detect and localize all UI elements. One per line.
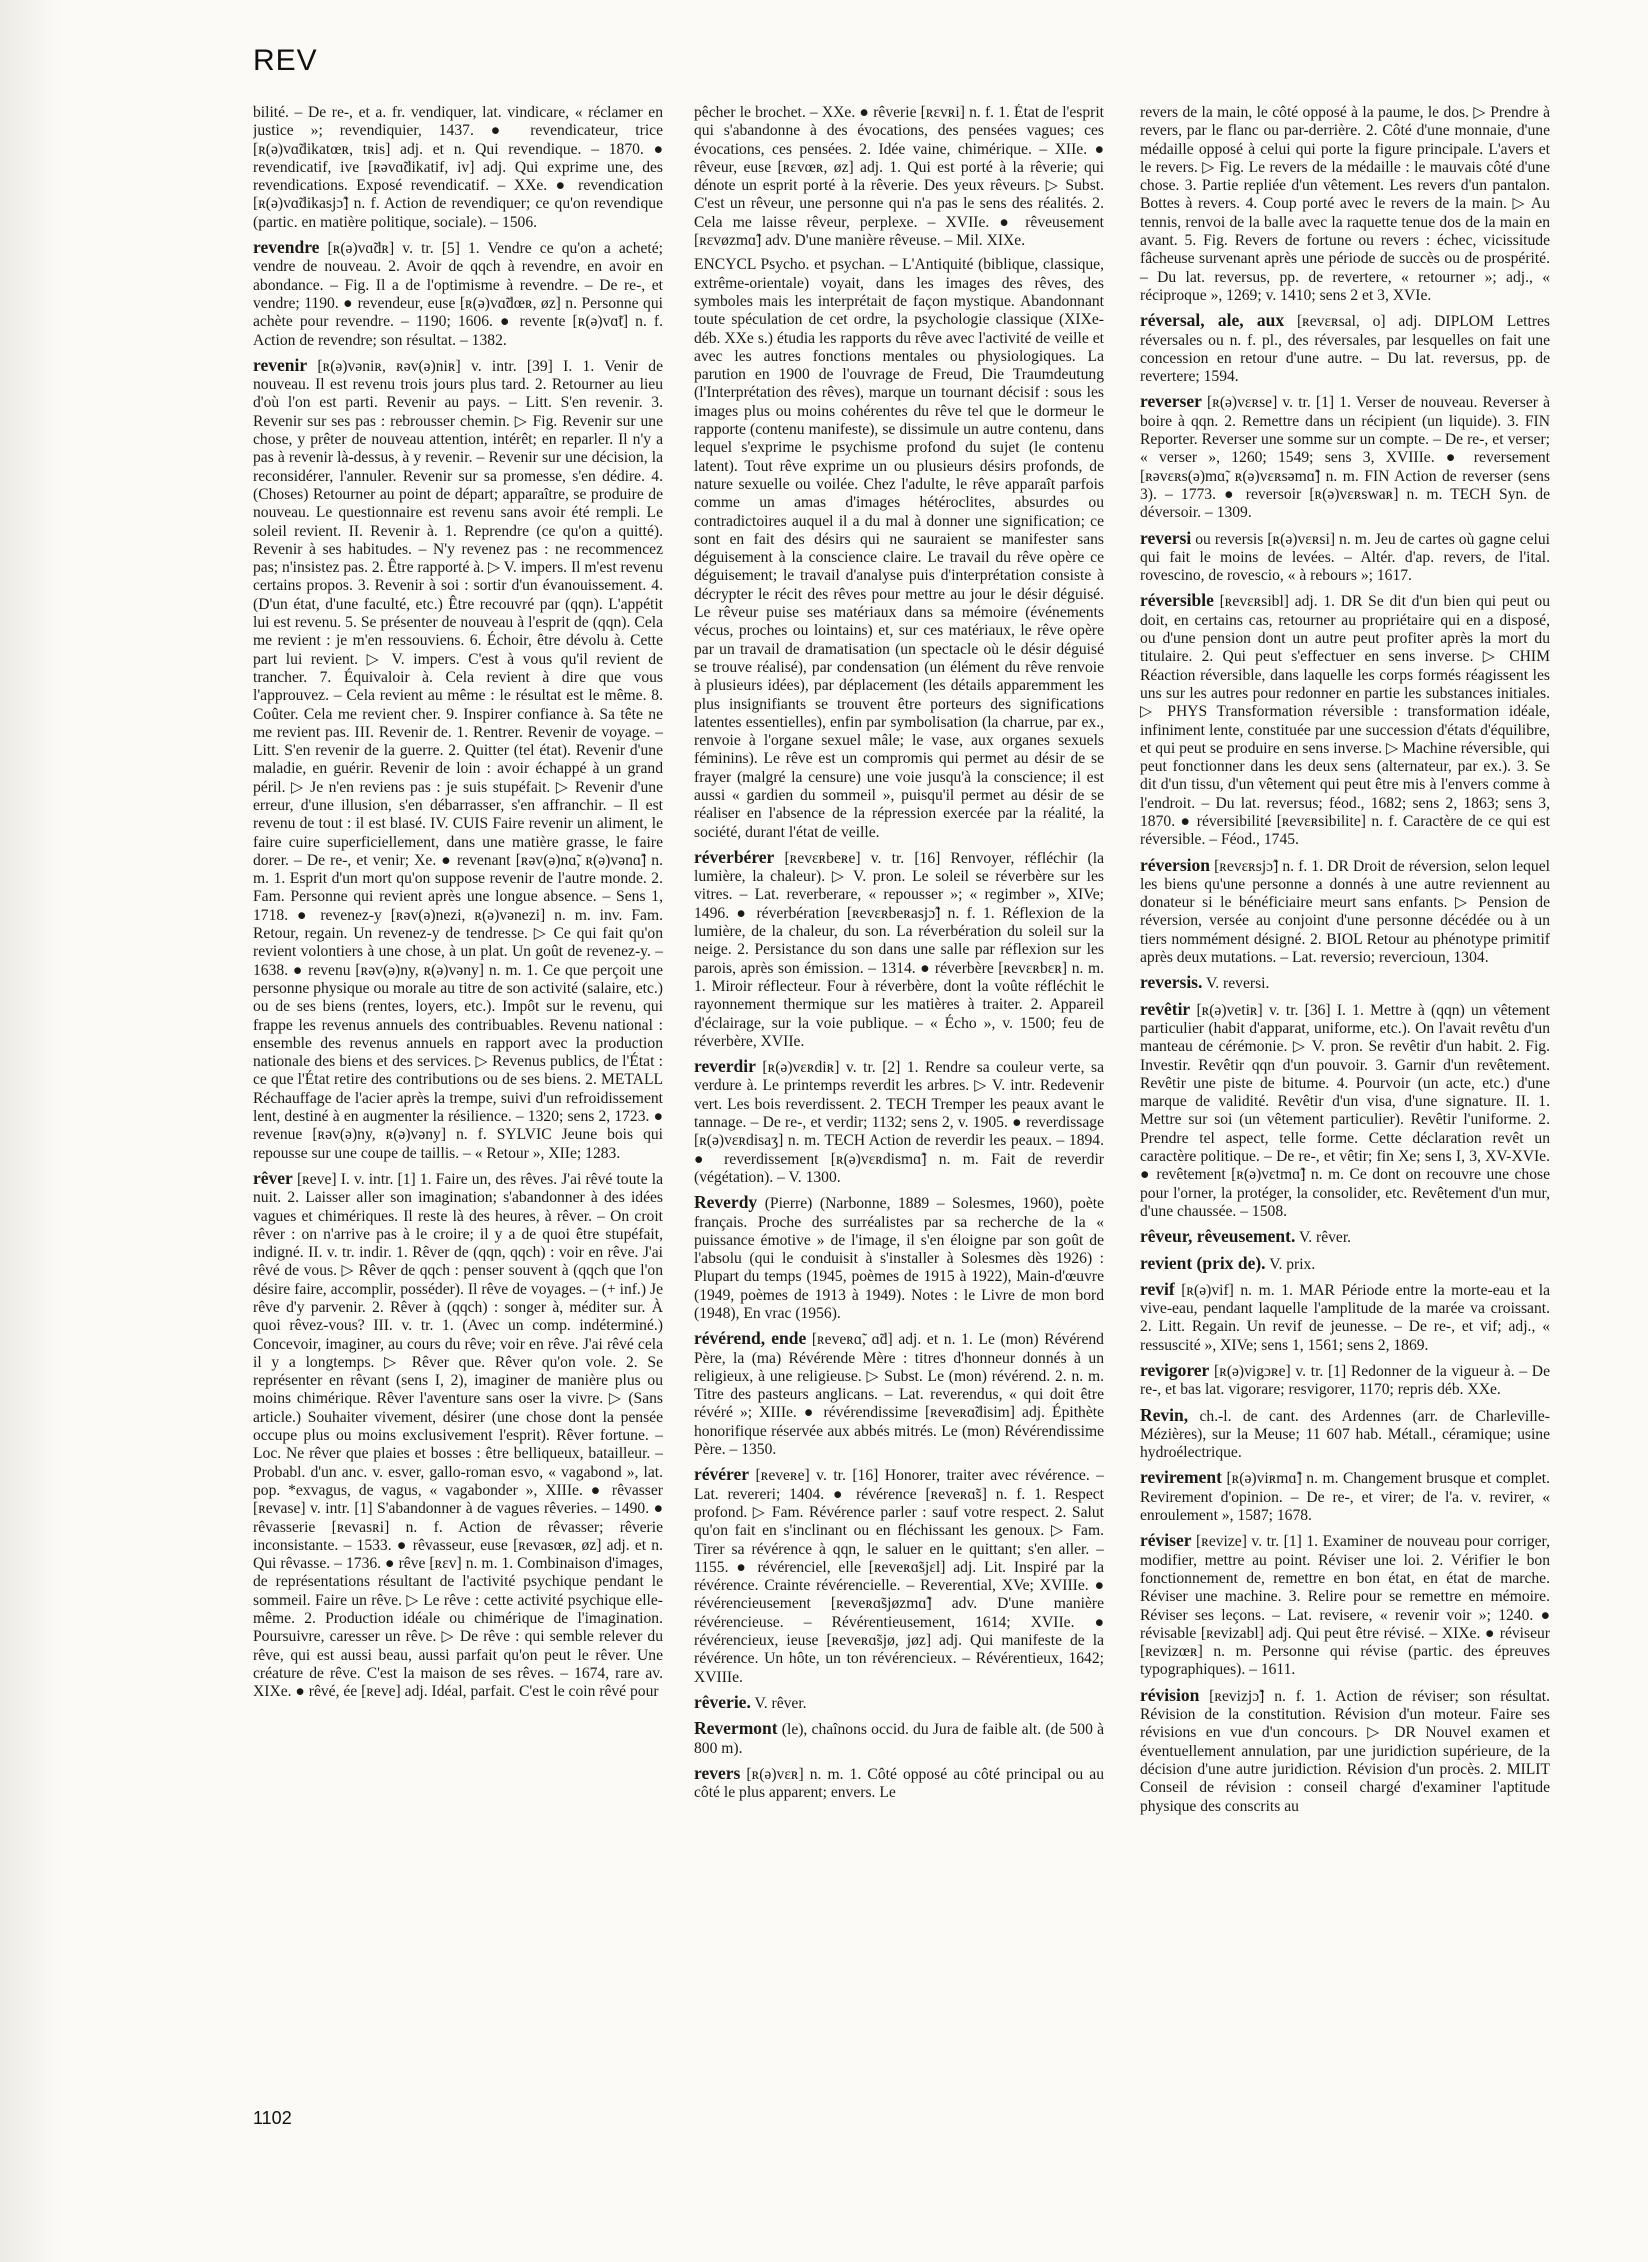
- dictionary-entry: [694, 1719, 1104, 1758]
- entry-headword: Reverdy: [694, 1192, 758, 1213]
- dictionary-entry: [694, 104, 1104, 250]
- dictionary-entry: [694, 1057, 1104, 1187]
- entry-headword: revient (prix de).: [1140, 1252, 1266, 1273]
- entry-headword: reverser: [1140, 391, 1202, 412]
- column-3: [1140, 104, 1550, 2094]
- dictionary-entry: [1140, 1468, 1550, 1525]
- dictionary-entry: [1140, 856, 1550, 968]
- entry-headword: révision: [1140, 1684, 1200, 1705]
- entry-body: [ʀ(ə)vəniʀ, ʀəv(ə)niʀ] v. intr. [39] I. 1. Venir de nouveau. Il est revenu trois jours plus tard. 2. Retourner au lieu d'où l'on est parti. Revenir au pays. – Litt. S'en revenir. 3. Revenir sur ses pas : rebrousser chemin. ▷ Fig. Revenir sur une chose, y prêter de nouveau attention, intérêt; en reparler. Il n'y a pas à revenir là-dessus, à y revenir. – Revenir sur une décision, la reconsidérer, l'annuler. Revenir sur sa promesse, s'en dédire. 4. (Choses) Retourner au point de départ; apparaître, se produire de nouveau. Le questionnaire est revenu sans avoir été rempli. Le soleil revient. II. Revenir à. 1. Reprendre (ce qu'on a quitté). Revenir à ses habitudes. – N'y revenez pas : ne recommencez pas; n'insistez pas. 2. Être rapporté à. ▷ V. impers. Il m'est revenu certains propos. 3. Revenir à soi : sortir d'un évanouissement. 4. (D'un état, d'une faculté, etc.) Être recouvré par (qqn). L'appétit lui est revenu. 5. Se présenter de nouveau à l'esprit de (qqn). Cela me revient : je m'en ressouviens. 6. Échoir, être dévolu à. Cette part lui revient. ▷ V. impers. C'est à vous qu'il revient de trancher. 7. Équivaloir à. Cela revient à dire que vous l'approuvez. – Cela revient au même : le résultat est le même. 8. Coûter. Cela me revient cher. 9. Inspirer confiance à. Sa tête ne me revient pas. III. Revenir de. 1. Rentrer. Revenir de voyage. – Litt. S'en revenir de la guerre. 2. Quitter (tel état). Revenir d'une maladie, en guérir. Revenir de loin : avoir échappé à un grand péril. ▷ Je n'en reviens pas : je suis stupéfait. ▷ Revenir d'une erreur, d'une illusion, s'en débarrasser, s'en affranchir. – Il est revenu de tout : il est blasé. IV. CUIS Faire revenir un aliment, le faire cuire superficiellement, dans une matière grasse, le faire dorer. – De re-, et venir; Xe. ● revenant [ʀəv(ə)nɑ̃, ʀ(ə)vənɑ̃] n. m. 1. Esprit d'un mort qu'on suppose revenir de l'autre monde. 2. Fam. Personne qui revient après une longue absence. – Sens 1, 1718. ● revenez-y [ʀəv(ə)nezi, ʀ(ə)vənezi] n. m. inv. Fam. Retour, regain. Un revenez-y de tendresse. ▷ Ce qui fait qu'on revient volontiers à une chose, à un plat. Un goût de revenez-y. – 1638. ● revenu [ʀəv(ə)ny, ʀ(ə)vəny] n. m. 1. Ce que perçoit une personne physique ou morale au titre de son activité (salaire, etc.) ou de ses biens (rentes, loyers, etc.). Impôt sur le revenu, qui frappe les revenus annuels des contribuables. Revenu national : ensemble des revenus annuels en rapport avec la production nationale des biens et des services. ▷ Revenus publics, de l'État : ce que l'État retire des contributions ou de ses biens. 2. METALL Réchauffage de l'acier après la trempe, suivi d'un refroidissement lent, destiné à en augmenter la résilience. – 1320; sens 2, 1723. ● revenue [ʀəv(ə)ny, ʀ(ə)vəny] n. f. SYLVIC Jeune bois qui repousse sur une coupe de taillis. – « Retour », XIIe; 1283.: [253, 357, 663, 1162]
- page-number: 1102: [253, 2108, 292, 2128]
- dictionary-entry: [1140, 1000, 1550, 1222]
- entry-body: revers de la main, le côté opposé à la paume, le dos. ▷ Prendre à revers, par le flanc ou par-derrière. 2. Côté d'une monnaie, d'une médaille opposé à celui qui porte la figure principale. L'avers et le revers. ▷ Fig. Le revers de la médaille : le mauvais côté d'une chose. 3. Partie repliée d'un vêtement. Les revers d'un pantalon. Bottes à revers. 4. Coup porté avec le revers de la main. ▷ Au tennis, renvoi de la balle avec la raquette tenue dos de la main en avant. 5. Fig. Revers de fortune ou revers : échec, vicissitude fâcheuse survenant après une période de succès ou de prospérité. – Du lat. reversus, pp. de revertere, « retourner »; adj., « réciproque », 1269; v. 1410; sens 2 et 3, XVIe.: [1140, 104, 1550, 304]
- entry-body: [ʀeveʀe] v. tr. [16] Honorer, traiter avec révérence. – Lat. revereri; 1404. ● révérence [ʀeveʀɑ̃s] n. f. 1. Respect profond. ▷ Fam. Révérence parler : sauf votre respect. 2. Salut qu'on fait en s'inclinant ou en fléchissant les genoux. ▷ Fam. Tirer sa révérence à qqn, le saluer en le quittant; s'en aller. – 1155. ● révérenciel, elle [ʀeveʀɑ̃sjɛl] adj. Lit. Inspiré par la révérence. Crainte révérencielle. – Reverential, XVe; XVIIIe. ● révérencieusement [ʀeveʀɑ̃sjøzmɑ̃] adv. D'une manière révérencieuse. – Révérentieusement, 1614; XVIIe. ● révérencieux, ieuse [ʀeveʀɑ̃sjø, jøz] adj. Qui manifeste de la révérence. Un hôte, un ton révérencieux. – Révérentieux, 1642; XVIIIe.: [694, 1467, 1104, 1686]
- dictionary-entry: [1140, 973, 1550, 993]
- entry-headword: revers: [694, 1762, 741, 1783]
- dictionary-entry: [1140, 529, 1550, 586]
- entry-headword: revigorer: [1140, 1360, 1210, 1380]
- dictionary-entry: [1140, 1361, 1550, 1400]
- page-gutter-shadow: [0, 0, 60, 2262]
- entry-body: [ʀ(ə)vigɔʀe] v. tr. [1] Redonner de la vigueur à. – De re-, et bas lat. vigorare; resvigorer, 1170; repris déb. XXe.: [1140, 1363, 1550, 1399]
- entry-body: ou reversis [ʀ(ə)vɛʀsi] n. m. Jeu de cartes où gagne celui qui fait le moins de levées. – Altér. d'ap. revers, de l'ital. rovescino, de rovescio, « à rebours »; 1617.: [1140, 530, 1550, 585]
- entry-body: ENCYCL Psycho. et psychan. – L'Antiquité (biblique, classique, extrême-orientale) voyait, dans les images des rêves, des symboles mais les interprétait de façon mystique. Abandonnant toute spéculation de cet ordre, la psychologie classique (XIXe-déb. XXe s.) étudia les rapports du rêve avec l'activité de veille et avec les autres fonctions mentales ou physiologiques. La parution en 1900 de l'ouvrage de Freud, Die Traumdeutung (l'Interprétation des rêves), marque un tournant décisif : sous les images plus ou moins cohérentes du rêve tel que le dormeur le rapporte (contenu manifeste), se dissimule un autre contenu, dans lequel s'exprime le psychisme profond du sujet (le contenu latent). Tout rêve exprime un ou plusieurs désirs profonds, de nature sexuelle ou voilée. Chez l'adulte, le rêve apparaît parfois comme un amas d'images hétéroclites, absurdes ou contradictoires auquel il a du mal à donner une signification; ce sont en fait des désirs qui ne sauraient se manifester sans déguisement à la conscience claire. Le travail du rêve opère ce déguisement; le travail d'analyse puis d'interprétation consiste à décrypter le récit des rêves pour mettre au jour le désir déguisé. Le rêveur puise ses matériaux dans sa mémoire (événements vécus, proches ou lointains) et, sur ces matériaux, le rêve opère par un travail de dramatisation (un spectacle où le désir déguisé se trouve réalisé), par condensation (un élément du rêve renvoie à plusieurs idées), par déplacement (les détails apparemment les plus insignifiants se trouvent être porteurs des significations latentes essentielles), enfin par symbolisation (la charrue, par ex., renvoie à l'organe sexuel mâle; le vase, aux organes sexuels féminins). Le rêve est un compromis qui permet au désir de se frayer (malgré la censure) une voie jusqu'à la conscience; il est aussi « gardien du sommeil », puisqu'il permet au désir de se réaliser en l'absence de la répression exercée par la réalité, la société, durant l'état de veille.: [694, 256, 1104, 841]
- entry-headword: revenir: [253, 354, 308, 375]
- entry-headword: révérer: [694, 1464, 750, 1485]
- entry-headword: rêver: [253, 1167, 293, 1188]
- dictionary-entry: [1140, 1227, 1550, 1247]
- entry-body: pêcher le brochet. – XXe. ● rêverie [ʀɛvʀi] n. f. 1. État de l'esprit qui s'abandonne à des évocations, des pensées vagues; ces évocations, ces pensées. 2. Idée vaine, chimérique. – XIIe. ● rêveur, euse [ʀɛvœʀ, øz] adj. 1. Qui est porté à la rêverie; qui dénote un esprit porté à la rêverie. Des yeux rêveurs. ▷ Subst. C'est un rêveur, une personne qui n'a pas le sens des réalités. 2. Cela me laisse rêveur, perplexe. – XVIIe. ● rêveusement [ʀɛvøzmɑ̃] adv. D'une manière rêveuse. – Mil. XIXe.: [694, 104, 1104, 250]
- entry-headword: rêveur, rêveusement.: [1140, 1226, 1296, 1247]
- column-1: [253, 104, 663, 2094]
- entry-body: V. reversi.: [1206, 975, 1270, 993]
- dictionary-entry: [694, 1764, 1104, 1803]
- entry-body: [ʀevɛʀsal, o] adj. DIPLOM Lettres réversales ou n. f. pl., des réversales, par lesquelles on fait une concession en retour d'une autre. – Du lat. reversus, pp. de revertere; 1594.: [1140, 313, 1550, 386]
- entry-body: ch.-l. de cant. des Ardennes (arr. de Charleville-Mézières), sur la Meuse; 11 607 hab. Métall., céramique; usine hydroélectrique.: [1140, 1407, 1550, 1462]
- entry-body: [ʀ(ə)viʀmɑ̃] n. m. Changement brusque et complet. Revirement d'opinion. – De re-, et virer; de l'a. v. revirer, « enroulement », 1587; 1678.: [1140, 1470, 1550, 1525]
- entry-body: [ʀ(ə)vɛʀ] n. m. 1. Côté opposé au côté principal ou au côté le plus apparent; envers. Le: [694, 1765, 1104, 1802]
- entry-headword: Revermont: [694, 1718, 778, 1739]
- entry-body: [ʀeveʀɑ̃, ɑ̃d] adj. et n. 1. Le (mon) Révérend Père, la (ma) Révérende Mère : titres d'honneur donnés à un religieux, à une religieuse. ▷ Subst. Le (mon) révérend. 2. n. m. Titre des pasteurs anglicans. – Lat. reverendus, « qui doit être révéré »; XIIIe. ● révérendissime [ʀeveʀɑ̃disim] adj. Épithète honorifique réservée aux abbés mitrés. Le (mon) Révérendissime Père. – 1350.: [694, 1331, 1104, 1459]
- dictionary-entry: [253, 104, 663, 232]
- dictionary-entry: [694, 256, 1104, 842]
- entry-body: [ʀ(ə)vetiʀ] v. tr. [36] I. 1. Mettre à (qqn) un vêtement particulier (habit d'apparat, uniforme, etc.). On l'avait revêtu d'un manteau de cérémonie. ▷ V. pron. Se revêtir d'un habit. 2. Fig. Investir. Revêtir qqn d'un pouvoir. 3. Garnir d'un revêtement. Revêtir une piste de bitume. 4. Pourvoir (un acte, etc.) d'une marque de validité. Revêtir d'un visa, d'une signature. II. 1. Mettre sur soi (un vêtement particulier). Revêtir l'uniforme. 2. Prendre tel aspect, telle forme. Cette déclaration revêt un caractère politique. – De re-, et vêtir; fin Xe; sens I, 3, XV-XVIe. ● revêtement [ʀ(ə)vɛtmɑ̃] n. m. Ce dont on recouvre une chose pour l'orner, la protéger, la consolider, etc. Revêtement d'un mur, d'une chaussée. – 1508.: [1140, 1001, 1550, 1220]
- entry-body: [ʀevɛʀsjɔ̃] n. f. 1. DR Droit de réversion, selon lequel les biens qu'une personne a donnés à une autre reviennent au donateur si le bénéficiaire meurt sans enfants. ▷ Pension de réversion, versée au conjoint d'une personne décédée ou à un tiers nommément désigné. 2. BIOL Retour au phénotype primitif après deux mutations. – Lat. reversio; revercioun, 1304.: [1140, 857, 1550, 967]
- entry-body: [ʀevɛʀsibl] adj. 1. DR Se dit d'un bien qui peut ou doit, en certains cas, retourner au propriétaire qui en a disposé, ou d'une pension dont un autre peut profiter après la mort du titulaire. 2. Qui peut s'effectuer en sens inverse. ▷ CHIM Réaction réversible, dans laquelle les corps formés réagissent les uns sur les autres pour redonner en partie les substances initiales. ▷ PHYS Transformation réversible : transformation idéale, infiniment lente, constituée par une succession d'états d'équilibre, et qui peut se produire en sens inverse. ▷ Machine réversible, qui peut fonctionner dans les deux sens (alternateur, par ex.). 3. Se dit d'un tissu, d'un vêtement qui peut être mis à l'envers comme à l'endroit. – Du lat. reversus; féod., 1682; sens 2, 1863; sens 3, 1870. ● réversibilité [ʀevɛʀsibilite] n. f. Caractère de ce qui est réversible. – Féod., 1745.: [1140, 593, 1550, 849]
- dictionary-entry: [1140, 392, 1550, 522]
- entry-headword: réversal, ale, aux: [1140, 310, 1285, 331]
- dictionary-entry: [694, 1193, 1104, 1323]
- entry-headword: rêverie.: [694, 1691, 751, 1712]
- entry-headword: Revin,: [1140, 1404, 1189, 1425]
- dictionary-entry: [694, 1693, 1104, 1713]
- entry-body: [ʀevize] v. tr. [1] 1. Examiner de nouveau pour corriger, modifier, mettre au point. Réviser une loi. 2. Vérifier le bon fonctionnement de, remettre en bon état, en état de marche. Réviser une machine. 3. Relire pour se remettre en mémoire. Réviser ses leçons. – Lat. revisere, « revenir voir »; 1240. ● révisable [ʀevizabl] adj. Qui peut être révisé. – XIXe. ● réviseur [ʀevizœʀ] n. m. Personne qui révise (partic. des épreuves typographiques). – 1611.: [1140, 1533, 1550, 1679]
- dictionary-entry: [1140, 1531, 1550, 1679]
- dictionary-entry: [1140, 1686, 1550, 1816]
- dictionary-entry: [1140, 1406, 1550, 1463]
- running-head: REV: [253, 44, 318, 77]
- entry-body: [ʀ(ə)vɛʀse] v. tr. [1] 1. Verser de nouveau. Reverser à boire à qqn. 2. Remettre dans un récipient (un liquide). 3. FIN Reporter. Reverser une somme sur un compte. – De re-, et verser; « verser », 1260; 1549; sens 3, XVIIIe. ● reversement [ʀəvɛʀs(ə)mɑ̃, ʀ(ə)vɛʀsəmɑ̃] n. m. FIN Action de reverser (sens 3). – 1773. ● reversoir [ʀ(ə)vɛʀswaʀ] n. m. TECH Syn. de déversoir. – 1309.: [1140, 394, 1550, 522]
- entry-body: [ʀevɛʀbeʀe] v. tr. [16] Renvoyer, réfléchir (la lumière, la chaleur). ▷ V. pron. Le soleil se réverbère sur les vitres. – Lat. reverberare, « repousser »; « regimber », XIVe; 1496. ● réverbération [ʀevɛʀbeʀasjɔ̃] n. f. 1. Réflexion de la lumière, de la chaleur, du son. La réverbération du soleil sur la neige. 2. Persistance du son dans une salle par réflexion sur les parois, après son émission. – 1314. ● réverbère [ʀevɛʀbɛʀ] n. m. 1. Miroir réflecteur. Four à réverbère, dont la voûte réfléchit le rayonnement thermique sur les matières à traiter. 2. Appareil d'éclairage, sur la voie publique. – « Écho », v. 1500; feu de réverbère, XVIIe.: [694, 849, 1104, 1050]
- entry-body: (le), chaînons occid. du Jura de faible alt. (de 500 à 800 m).: [694, 1721, 1104, 1757]
- dictionary-entry: [253, 238, 663, 350]
- dictionary-entry: [1140, 591, 1550, 849]
- entry-headword: revirement: [1140, 1467, 1222, 1488]
- dictionary-entry: [1140, 1280, 1550, 1355]
- entry-body: V. rêver.: [1298, 1229, 1352, 1247]
- entry-headword: révérend, ende: [694, 1328, 807, 1349]
- entry-headword: réverbérer: [694, 846, 775, 867]
- entry-body: V. rêver.: [754, 1694, 807, 1712]
- dictionary-entry: [694, 1329, 1104, 1459]
- entry-headword: revendre: [253, 237, 320, 258]
- entry-headword: reverdir: [694, 1056, 756, 1077]
- entry-headword: revif: [1140, 1278, 1175, 1299]
- dictionary-entry: [1140, 104, 1550, 305]
- entry-body: [ʀ(ə)vɛʀdiʀ] v. tr. [2] 1. Rendre sa couleur verte, sa verdure à. Le printemps reverdit les arbres. ▷ V. intr. Redevenir vert. Les bois reverdissent. 2. TECH Tremper les peaux avant le tannage. – De re-, et verdir; 1132; sens 2, v. 1905. ● reverdissage [ʀ(ə)vɛʀdisaʒ] n. m. TECH Action de reverdir les peaux. – 1894. ● reverdissement [ʀ(ə)vɛʀdismɑ̃] n. m. Fait de reverdir (végétation). – V. 1300.: [694, 1059, 1104, 1186]
- entry-headword: réversible: [1140, 590, 1214, 611]
- dictionary-entry: [694, 848, 1104, 1051]
- dictionary-entry: [1140, 1254, 1550, 1274]
- entry-headword: réviser: [1140, 1530, 1192, 1551]
- dictionary-entry: [694, 1465, 1104, 1687]
- dictionary-entry: [1140, 311, 1550, 386]
- entry-body: (Pierre) (Narbonne, 1889 – Solesmes, 1960), poète français. Proche des surréalistes par sa recherche de la « puissance émotive » de l'image, il s'en éloigne par son goût de l'absolu (qui le conduisit à s'installer à Solesmes dès 1926) : Plupart du temps (1945, poèmes de 1915 à 1922), Main-d'œuvre (1949, poèmes de 1913 à 1949). Notes : le Livre de mon bord (1948), En vrac (1956).: [694, 1195, 1104, 1322]
- entry-headword: revêtir: [1140, 998, 1191, 1019]
- entry-body: [ʀ(ə)vif] n. m. 1. MAR Période entre la morte-eau et la vive-eau, pendant laquelle l'amplitude de la marée va croissant. 2. Litt. Regain. Un revif de jeunesse. – De re-, et vif; adj., « ressuscité », XIVe; sens 1, 1561; sens 2, 1869.: [1140, 1281, 1550, 1354]
- entry-body: bilité. – De re-, et a. fr. vendiquer, lat. vindicare, « réclamer en justice »; revendiquier, 1437. ● revendicateur, trice [ʀ(ə)vɑ̃dikatœʀ, tʀis] adj. et n. Qui revendique. – 1870. ● revendicatif, ive [ʀəvɑ̃dikatif, iv] adj. Qui exprime une, des revendications. Exposé revendicatif. – XXe. ● revendication [ʀ(ə)vɑ̃dikasjɔ̃] n. f. Action de revendiquer; ce qu'on revendique (partic. en matière politique, sociale). – 1506.: [253, 104, 663, 231]
- entry-headword: réversion: [1140, 854, 1210, 875]
- entry-headword: reversi: [1140, 527, 1192, 548]
- entry-body: [ʀeve] I. v. intr. [1] 1. Faire un, des rêves. J'ai rêvé toute la nuit. 2. Laisser aller son imagination; s'abandonner à des idées vagues et chimériques. Il reste là des heures, à rêver. – On croit rêver : on n'arrive pas à le croire; il y a de quoi être stupéfait, indigné. II. v. tr. indir. 1. Rêver de (qqn, qqch) : voir en rêve. J'ai rêvé de vous. ▷ Rêver de qqch : penser souvent à (qqch que l'on désire faire, accomplir, posséder). Il rêve de voyages. – (+ inf.) Je rêve d'y parvenir. 2. Rêver à (qqch) : songer à, méditer sur. À quoi rêvez-vous? III. v. tr. 1. (Avec un comp. indéterminé.) Concevoir, imaginer, au cours du rêve; voir en rêve. J'ai rêvé cela il y a longtemps. ▷ Rêver que. Rêver qu'on vole. 2. Se représenter en rêvant (sens I, 2), imaginer de manière plus ou moins chimérique. Rêver l'aventure sans oser la vivre. ▷ (Sans article.) Souhaiter vivement, désirer (une chose dont la pensée occupe plus ou moins exclusivement l'esprit). Rêver fortune. – Loc. Ne rêver que plaies et bosses : être belliqueux, batailleur. – Probabl. d'un anc. v. esver, gallo-roman esvo, « vagabond », lat. pop. *exvagus, de vagus, « vagabonder », XIIIe. ● rêvasser [ʀevase] v. intr. [1] S'abandonner à de vagues rêveries. – 1490. ● rêvasserie [ʀevasʀi] n. f. Action de rêvasser; rêverie inconsistante. – 1533. ● rêvasseur, euse [ʀevasœʀ, øz] adj. et n. Qui rêvasse. – 1736. ● rêve [ʀɛv] n. m. 1. Combinaison d'images, de représentations résultant de l'activité psychique pendant le sommeil. Faire un rêve. ▷ Le rêve : cette activité psychique elle-même. 2. Production idéale ou chimérique de l'imagination. Poursuivre, caresser un rêve. ▷ De rêve : qui semble relever du rêve, qui est aussi beau, aussi parfait qu'on peut le rêver. Une créature de rêve. C'est la maison de ses rêves. – 1674, rare av. XIXe. ● rêvé, ée [ʀeve] adj. Idéal, parfait. C'est le coin rêvé pour: [253, 1170, 663, 1701]
- column-2: [694, 104, 1104, 2094]
- dictionary-entry: [253, 1169, 663, 1702]
- entry-body: V. prix.: [1269, 1255, 1316, 1273]
- dictionary-entry: [253, 356, 663, 1163]
- entry-body: [ʀ(ə)vɑ̃dʀ] v. tr. [5] 1. Vendre ce qu'on a acheté; vendre de nouveau. 2. Avoir de qqch à revendre, en avoir en abondance. – Fig. Il a de l'optimisme à revendre. – De re-, et vendre; 1190. ● revendeur, euse [ʀ(ə)vɑ̃dœʀ, øz] n. Personne qui achète pour revendre. – 1190; 1606. ● revente [ʀ(ə)vɑ̃t] n. f. Action de revendre; son résultat. – 1382.: [253, 240, 663, 349]
- entry-body: [ʀevizjɔ̃] n. f. 1. Action de réviser; son résultat. Révision de la constitution. Révision d'un moteur. Faire ses révisions en vue d'un concours. ▷ DR Nouvel examen et éventuellement annulation, par une juridiction supérieure, de la décision d'une autre juridiction. Révision d'un procès. 2. MILIT Conseil de révision : conseil chargé d'examiner l'aptitude physique des conscrits au: [1140, 1687, 1550, 1815]
- entry-headword: reversis.: [1140, 972, 1203, 993]
